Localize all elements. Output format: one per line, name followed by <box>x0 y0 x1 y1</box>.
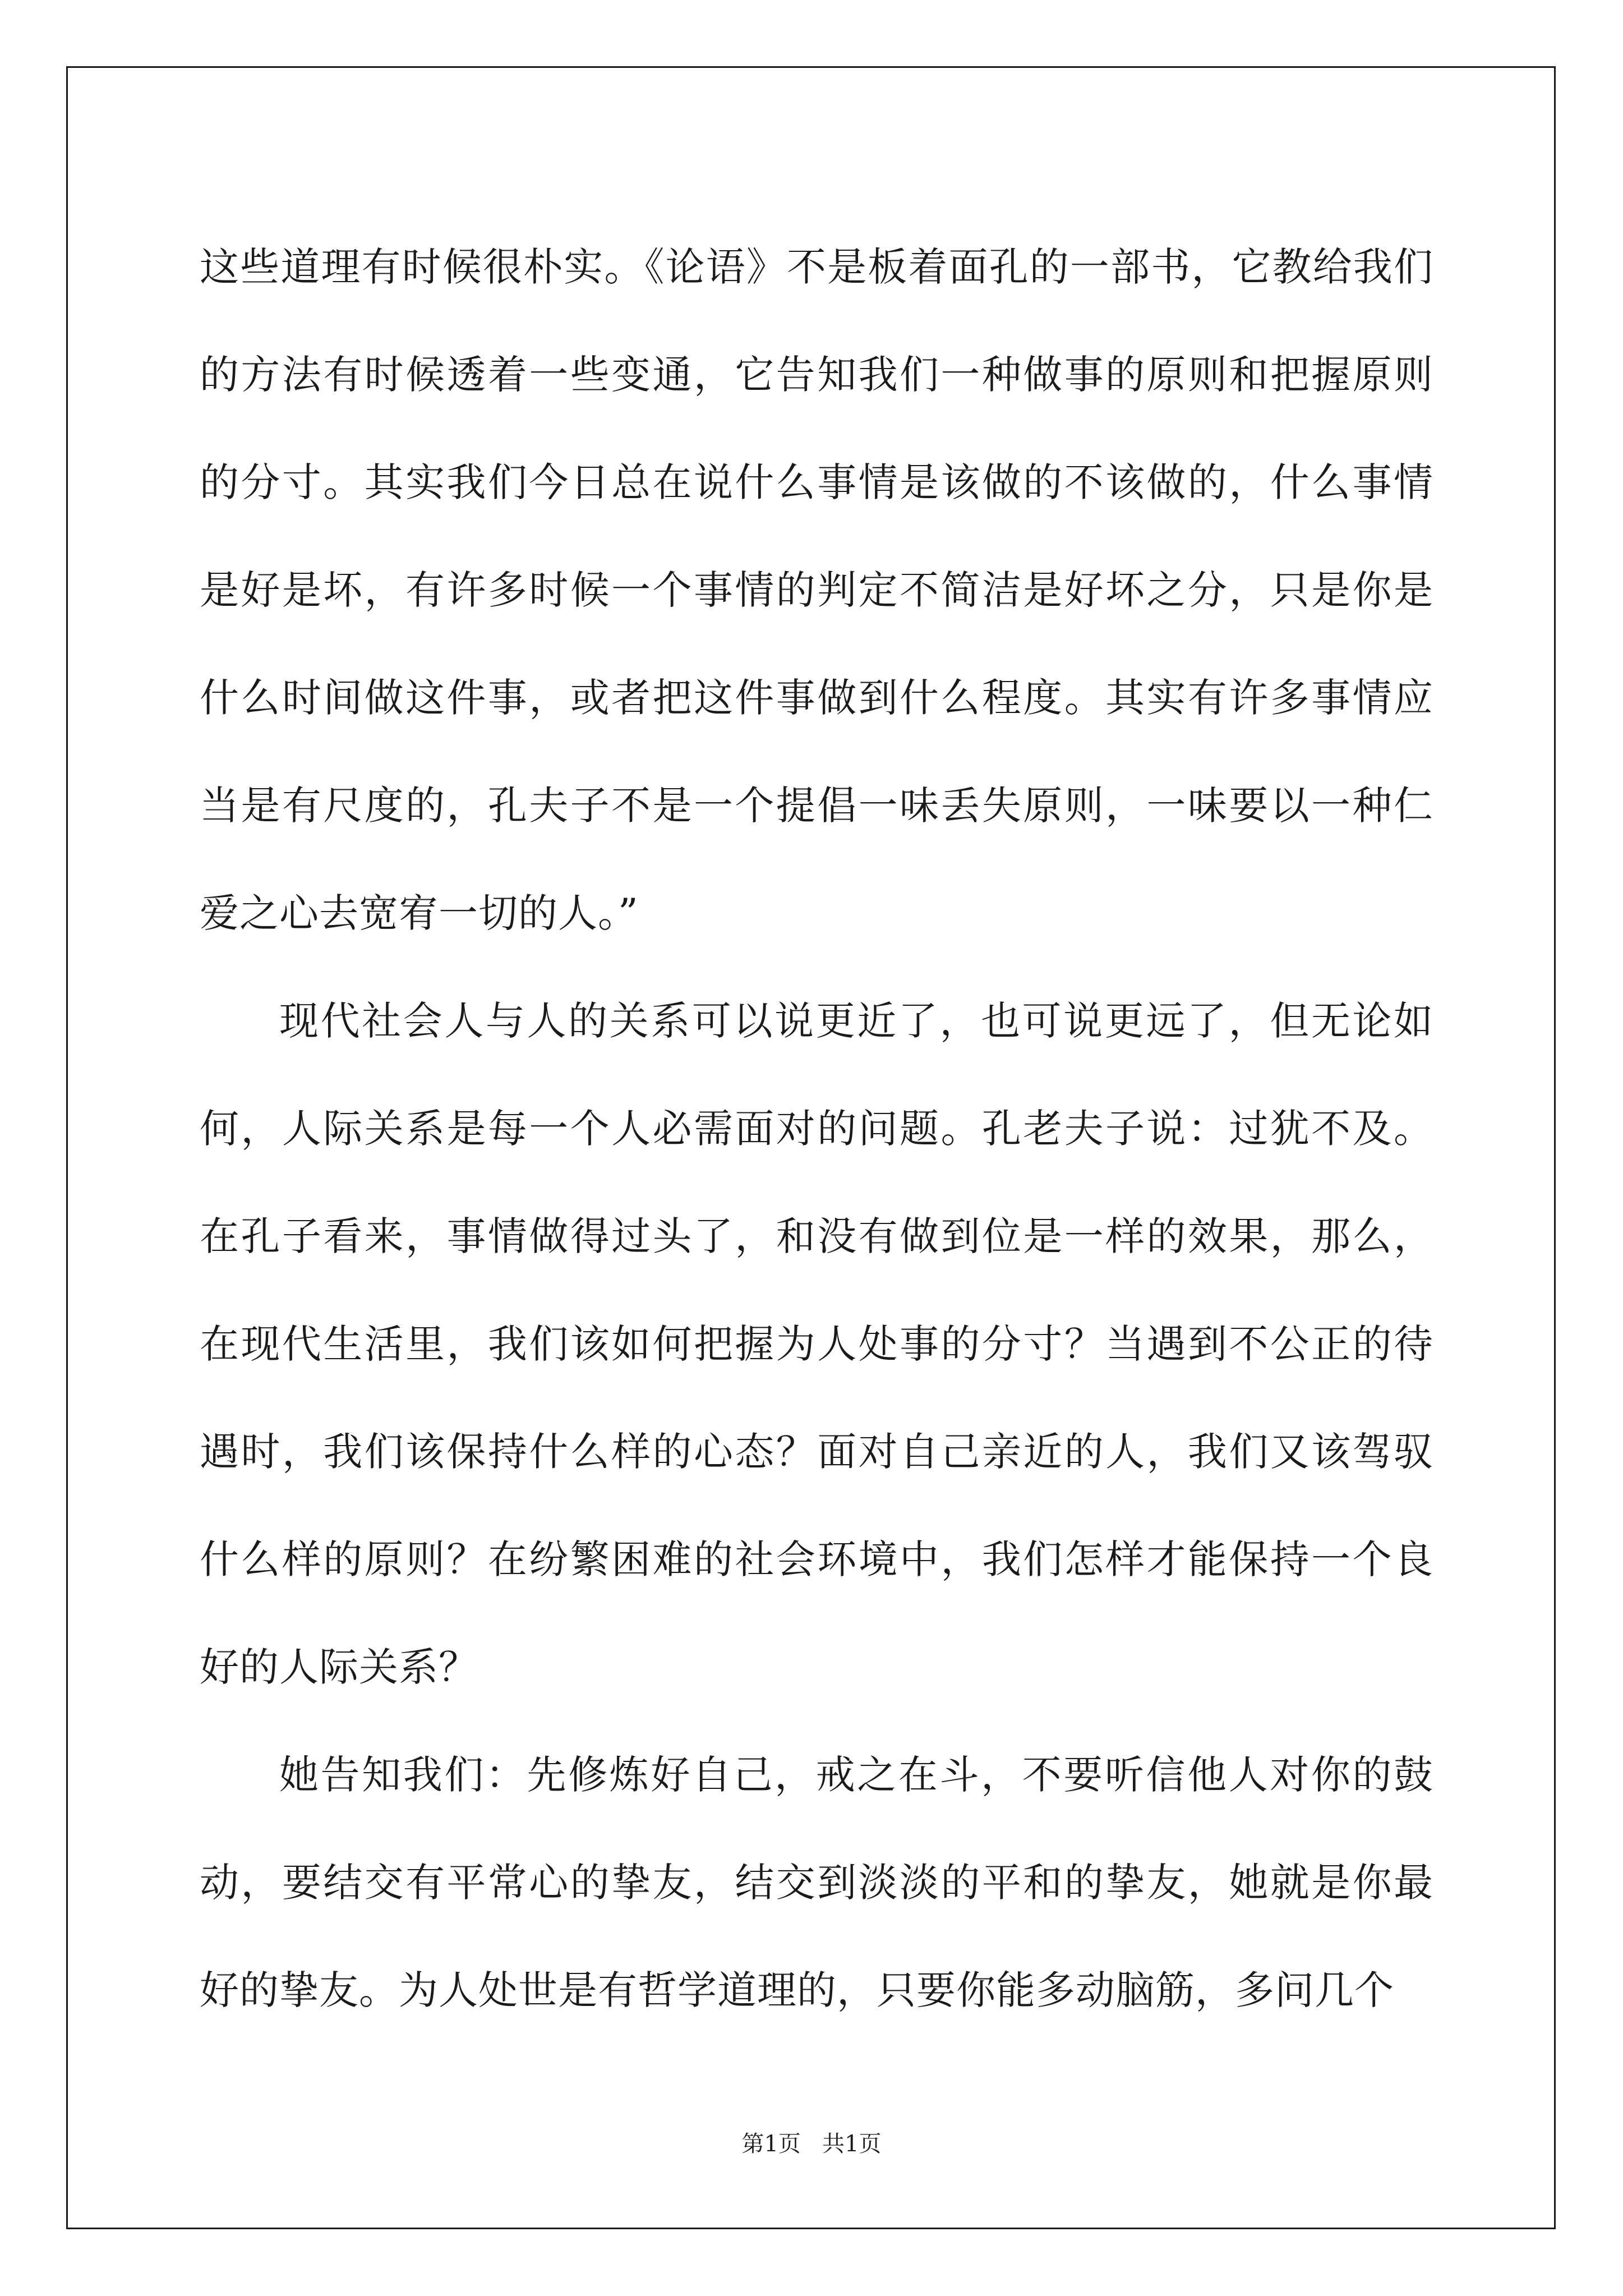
page-footer: 第1页 共1页 <box>741 2131 882 2157</box>
paragraph-3: 她告知我们：先修炼好自己，戒之在斗，不要听信他人对你的鼓动，要结交有平常心的挚友，结交到淡淡的平和的挚友，她就是你最好的挚友。为人处世是有哲学道理的，只要你能多动脑筋，多问几个 <box>200 1752 1433 2013</box>
paragraph-2: 现代社会人与人的关系可以说更近了，也可说更远了，但无论如何，人际关系是每一个人必需面对的问题。孔老夫子说：过犹不及。在孔子看来，事情做得过头了，和没有做到位是一样的效果，那么，在现代生活里，我们该如何把握为人处事的分寸？当遇到不公正的待遇时，我们该保持什么样的心态？面对自己亲近的人，我们又该驾驭什么样的原则？在纷繁困难的社会环境中，我们怎样才能保持一个良好的人际关系？ <box>200 998 1433 1690</box>
document-body <box>200 213 1433 2044</box>
paragraph-1: 这些道理有时候很朴实。《论语》不是板着面孔的一部书，它教给我们的方法有时候透着一些变通，它告知我们一种做事的原则和把握原则的分寸。其实我们今日总在说什么事情是该做的不该做的，什么事情是好是坏，有许多时候一个事情的判定不简洁是好坏之分，只是你是什么时间做这件事，或者把这件事做到什么程度。其实有许多事情应当是有尺度的，孔夫子不是一个提倡一味丢失原则，一味要以一种仁爱之心去宽宥一切的人。” <box>200 244 1433 936</box>
